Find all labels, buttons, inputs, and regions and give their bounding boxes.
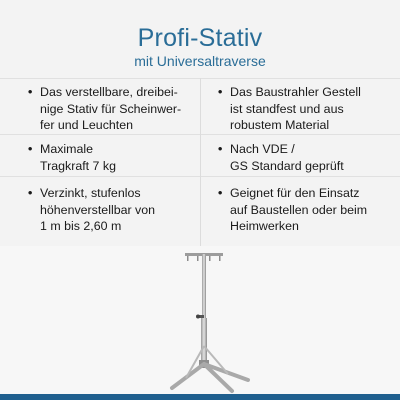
feature-text: Das Baustrahler Gestell ist standfest und aus robustem Material: [230, 85, 361, 132]
bullet-icon: •: [28, 186, 33, 200]
page-title: Profi-Stativ: [137, 24, 263, 52]
page-subtitle: mit Universaltraverse: [134, 53, 266, 69]
tripod-stand-icon: [0, 246, 400, 394]
feature-text: Nach VDE / GS Standard geprüft: [230, 142, 344, 173]
feature-text: Maximale Tragkraft 7 kg: [40, 142, 116, 173]
product-image: [0, 246, 400, 394]
feature-text: Geignet für den Einsatz auf Baustellen oder beim Heimwerken: [230, 186, 368, 233]
bullet-icon: •: [28, 142, 33, 156]
bullet-icon: •: [218, 85, 223, 99]
bottom-accent-bar: [0, 394, 400, 400]
header: [0, 0, 400, 70]
feature-text: Das verstellbare, dreibei- nige Stativ für Scheinwer- fer und Leuchten: [40, 85, 182, 132]
bullet-icon: •: [28, 85, 33, 99]
bullet-icon: •: [218, 142, 223, 156]
feature-text: Verzinkt, stufenlos höhenverstellbar von 1 m bis 2,60 m: [40, 186, 156, 233]
column-divider: [200, 78, 201, 246]
bullet-icon: •: [218, 186, 223, 200]
